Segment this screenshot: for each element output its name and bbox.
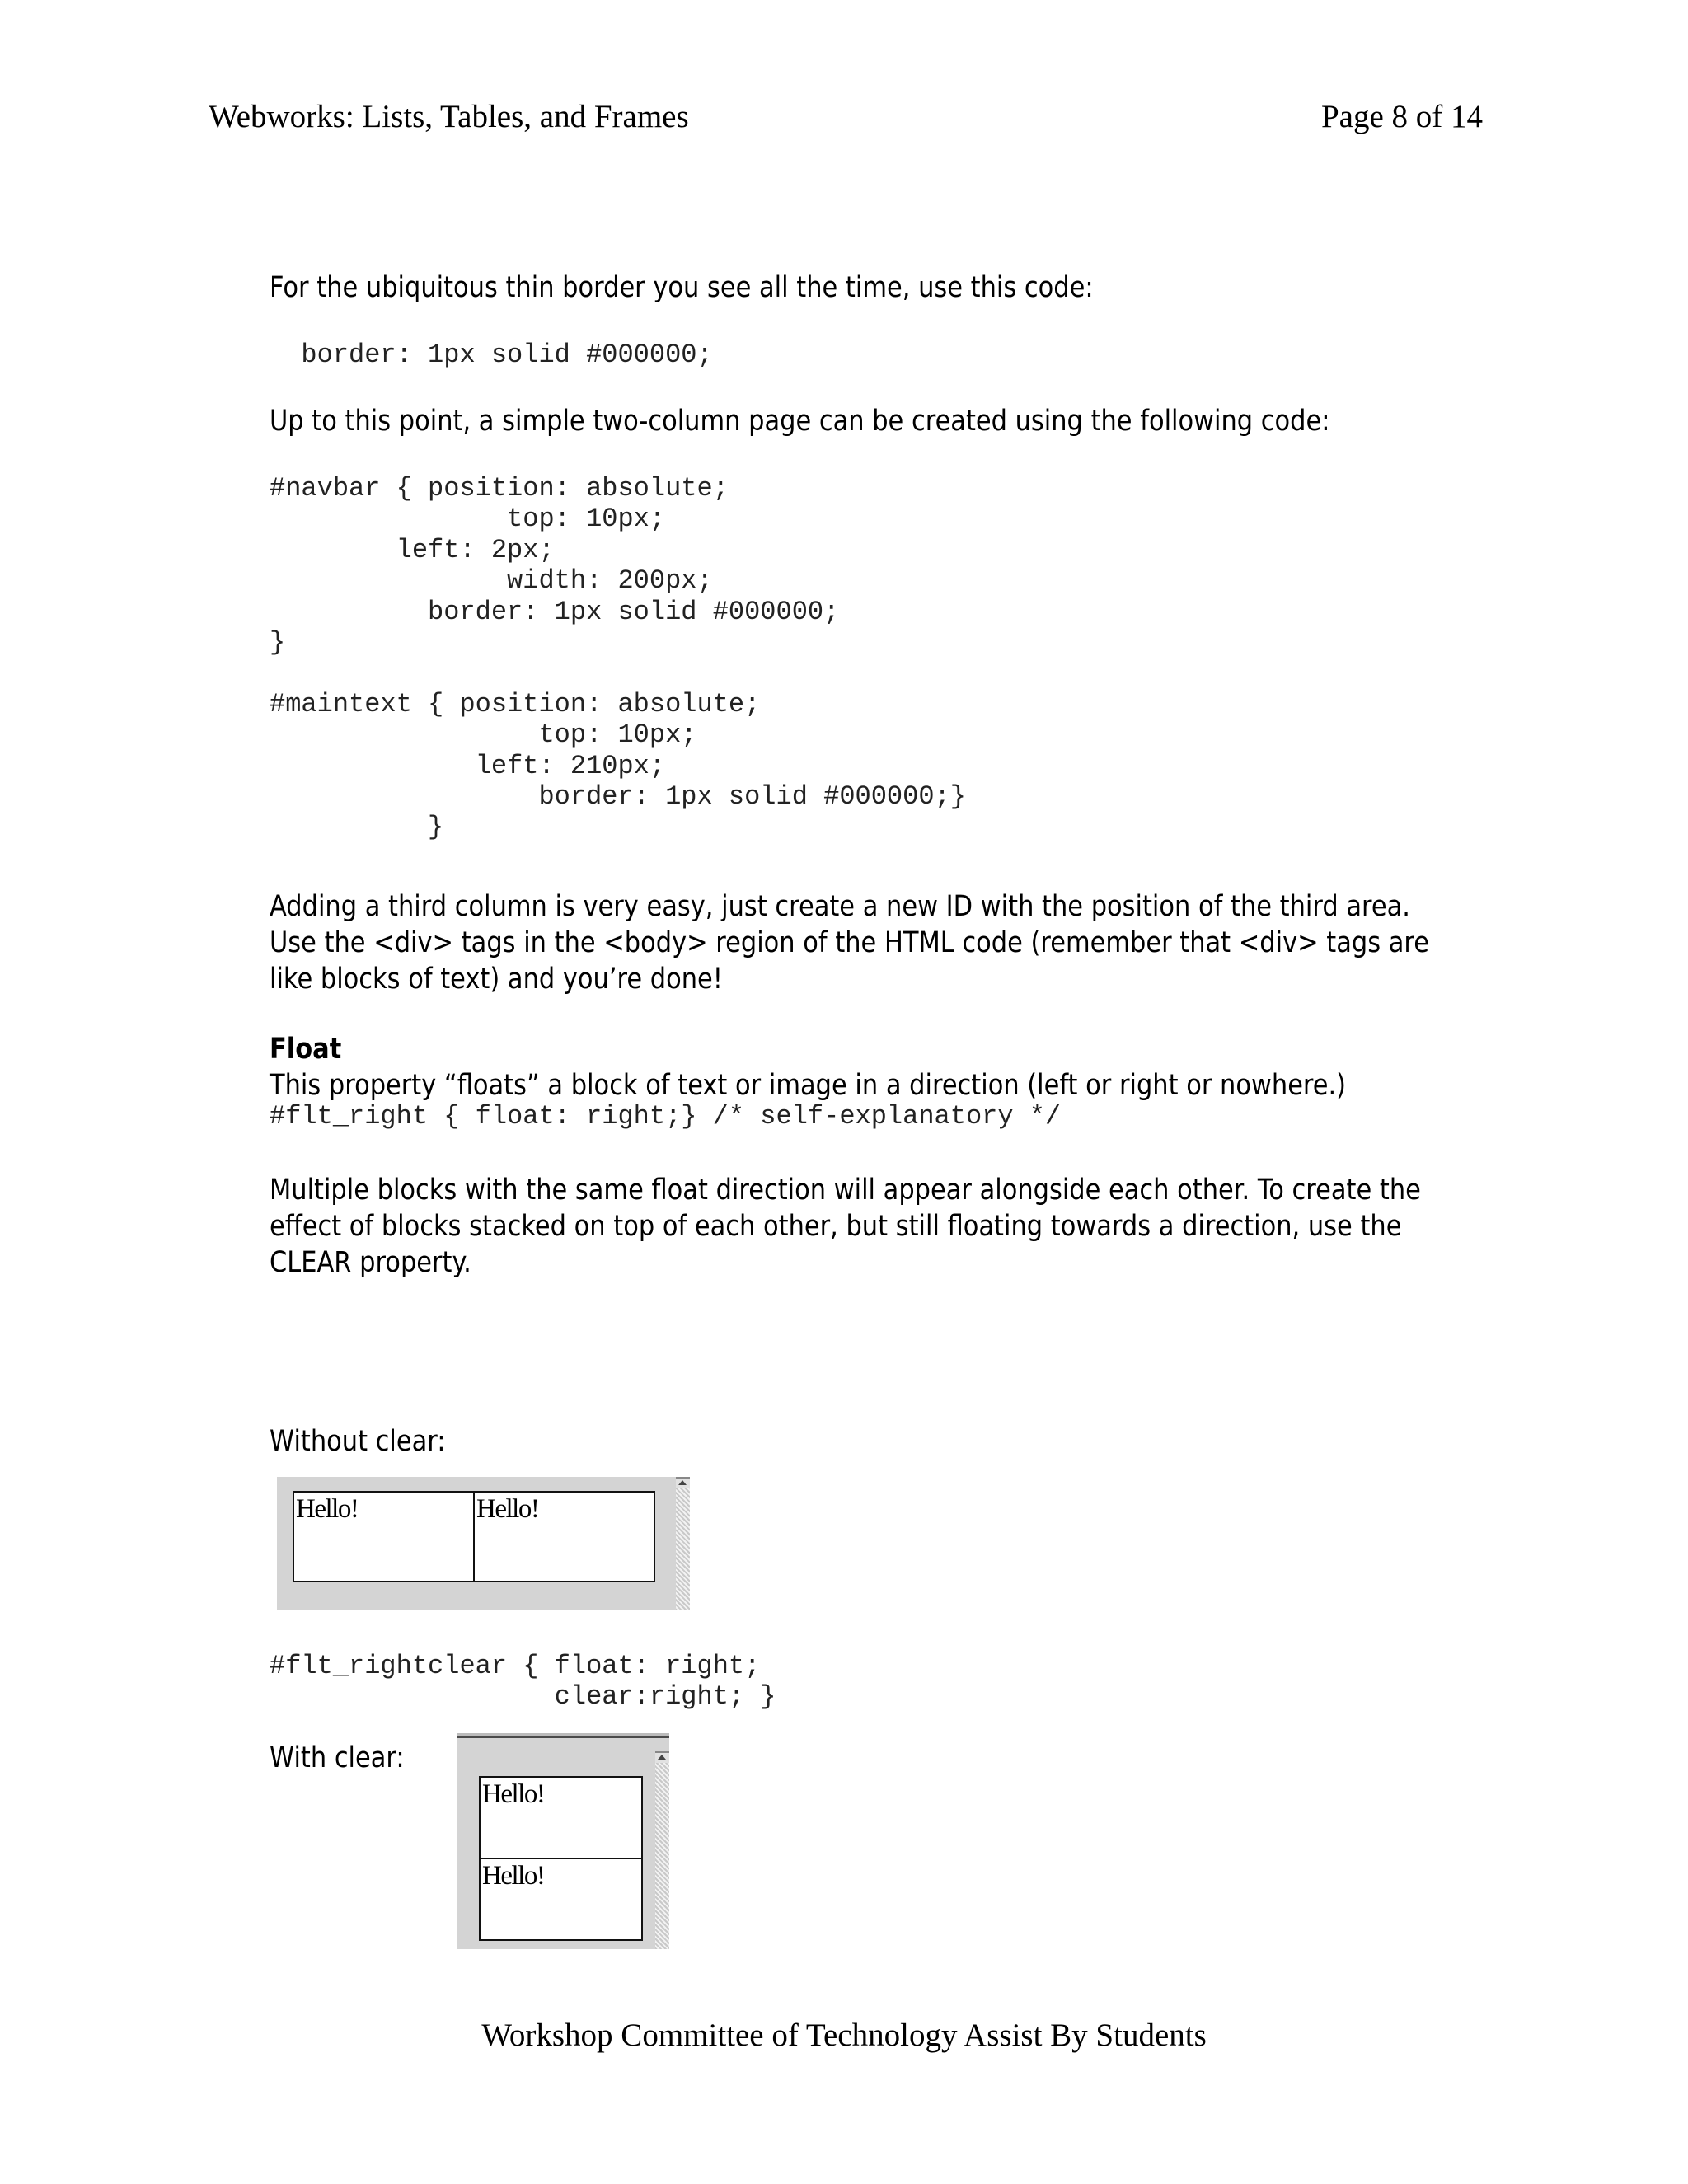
paragraph-third-column-line2: Use the <div> tags in the <body> region of the HTML code (remember that <div> tags are (270, 926, 1430, 959)
scrollbar (676, 1477, 690, 1610)
paragraph-multiple-blocks-line1: Multiple blocks with the same float direction will appear alongside each other. To create the (270, 1174, 1421, 1207)
label-with-clear: With clear: (270, 1741, 405, 1774)
hello-box-label: Hello! (476, 1494, 539, 1524)
paragraph-thin-border: For the ubiquitous thin border you see all the time, use this code: (270, 271, 1094, 304)
window-top-bar (457, 1733, 669, 1751)
hello-box-top (479, 1776, 643, 1859)
code-flt-rightclear: #flt_rightclear { float: right; clear:right; } (270, 1651, 776, 1713)
hello-box-label: Hello! (482, 1861, 545, 1891)
hello-box-label: Hello! (482, 1779, 545, 1809)
paragraph-third-column-line1: Adding a third column is very easy, just create a new ID with the position of the third area. (270, 890, 1410, 923)
paragraph-multiple-blocks-line3: CLEAR property. (270, 1246, 471, 1279)
code-two-column: #navbar { position: absolute; top: 10px; left: 2px; width: 200px; border: 1px solid #000000; } #maintext { position: absolute; top: 10px; left: 210px; border: 1px solid #000000;} } (270, 473, 966, 843)
float-description: This property “floats” a block of text or image in a direction (left or right or nowhere.) (270, 1069, 1347, 1102)
hello-box-left (293, 1491, 475, 1582)
paragraph-multiple-blocks-line2: effect of blocks stacked on top of each other, but still floating towards a direction, use the (270, 1210, 1402, 1243)
hello-box-bottom (479, 1858, 643, 1941)
label-without-clear: Without clear: (270, 1425, 446, 1458)
hello-box-right (473, 1491, 655, 1582)
scroll-up-arrow-icon (655, 1751, 669, 1763)
screenshot-with-clear (457, 1733, 669, 1949)
code-flt-right: #flt_right { float: right;} /* self-explanatory */ (270, 1101, 1062, 1132)
page-number: Page 8 of 14 (1320, 99, 1483, 134)
scrollbar (655, 1751, 669, 1949)
page-header-title: Webworks: Lists, Tables, and Frames (209, 99, 689, 134)
hello-box-label: Hello! (296, 1494, 359, 1524)
scroll-up-arrow-icon (676, 1477, 690, 1488)
float-heading: Float (270, 1033, 342, 1066)
paragraph-third-column-line3: like blocks of text) and you’re done! (270, 963, 723, 996)
page-footer: Workshop Committee of Technology Assist By Students (481, 2018, 1207, 2053)
screenshot-without-clear (277, 1477, 690, 1610)
paragraph-two-column: Up to this point, a simple two-column page can be created using the following code: (270, 405, 1330, 438)
code-border: border: 1px solid #000000; (270, 340, 713, 370)
